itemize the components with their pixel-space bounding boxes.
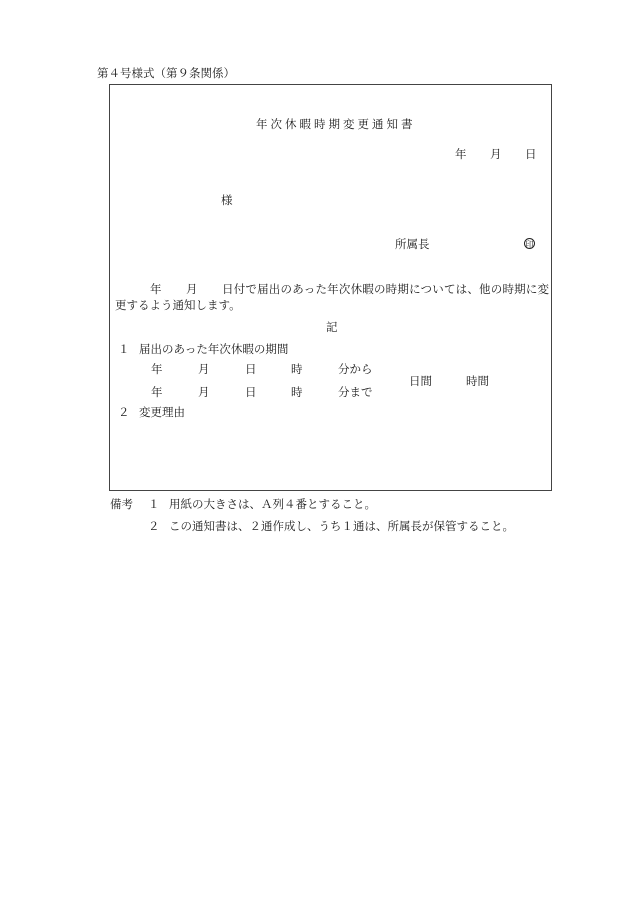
to-hour: 時: [291, 385, 303, 399]
days-label: 日間: [409, 374, 432, 388]
body-line1: 日付で届出のあった年次休暇の時期については、他の時期に変: [222, 282, 550, 296]
body-month: 月: [186, 282, 198, 296]
ki-heading: 記: [326, 320, 338, 334]
from-minute: 分から: [338, 362, 373, 376]
item2-number: ２: [118, 405, 130, 419]
date-month: 月: [490, 147, 502, 161]
from-hour: 時: [291, 362, 303, 376]
to-year: 年: [151, 385, 163, 399]
from-year: 年: [151, 362, 163, 376]
to-day: 日: [245, 385, 257, 399]
note-2-number: ２: [148, 519, 160, 533]
note-1-text: 用紙の大きさは、Ａ列４番とすること。: [169, 497, 376, 511]
hours-label: 時間: [466, 374, 489, 388]
seal-mark: [524, 238, 535, 249]
addressee-suffix: 様: [221, 193, 233, 207]
item1-number: １: [118, 342, 130, 356]
body-year: 年: [150, 282, 162, 296]
issuer-label: 所属長: [395, 237, 430, 251]
item2-label: 変更理由: [139, 405, 185, 419]
from-month: 月: [198, 362, 210, 376]
date-year: 年: [455, 147, 467, 161]
date-day: 日: [525, 147, 537, 161]
note-2-text: この通知書は、２通作成し、うち１通は、所属長が保管すること。: [169, 519, 514, 533]
document-title: 年次休暇時期変更通知書: [256, 117, 416, 131]
to-month: 月: [198, 385, 210, 399]
from-day: 日: [245, 362, 257, 376]
note-1-number: １: [148, 497, 160, 511]
notes-heading: 備考: [110, 497, 133, 511]
body-line2: 更するよう通知します。: [115, 298, 241, 312]
form-number: 第４号様式（第９条関係）: [97, 66, 235, 80]
to-minute: 分まで: [338, 385, 373, 399]
seal-text: 印: [525, 240, 534, 249]
item1-label: 届出のあった年次休暇の期間: [139, 342, 289, 356]
